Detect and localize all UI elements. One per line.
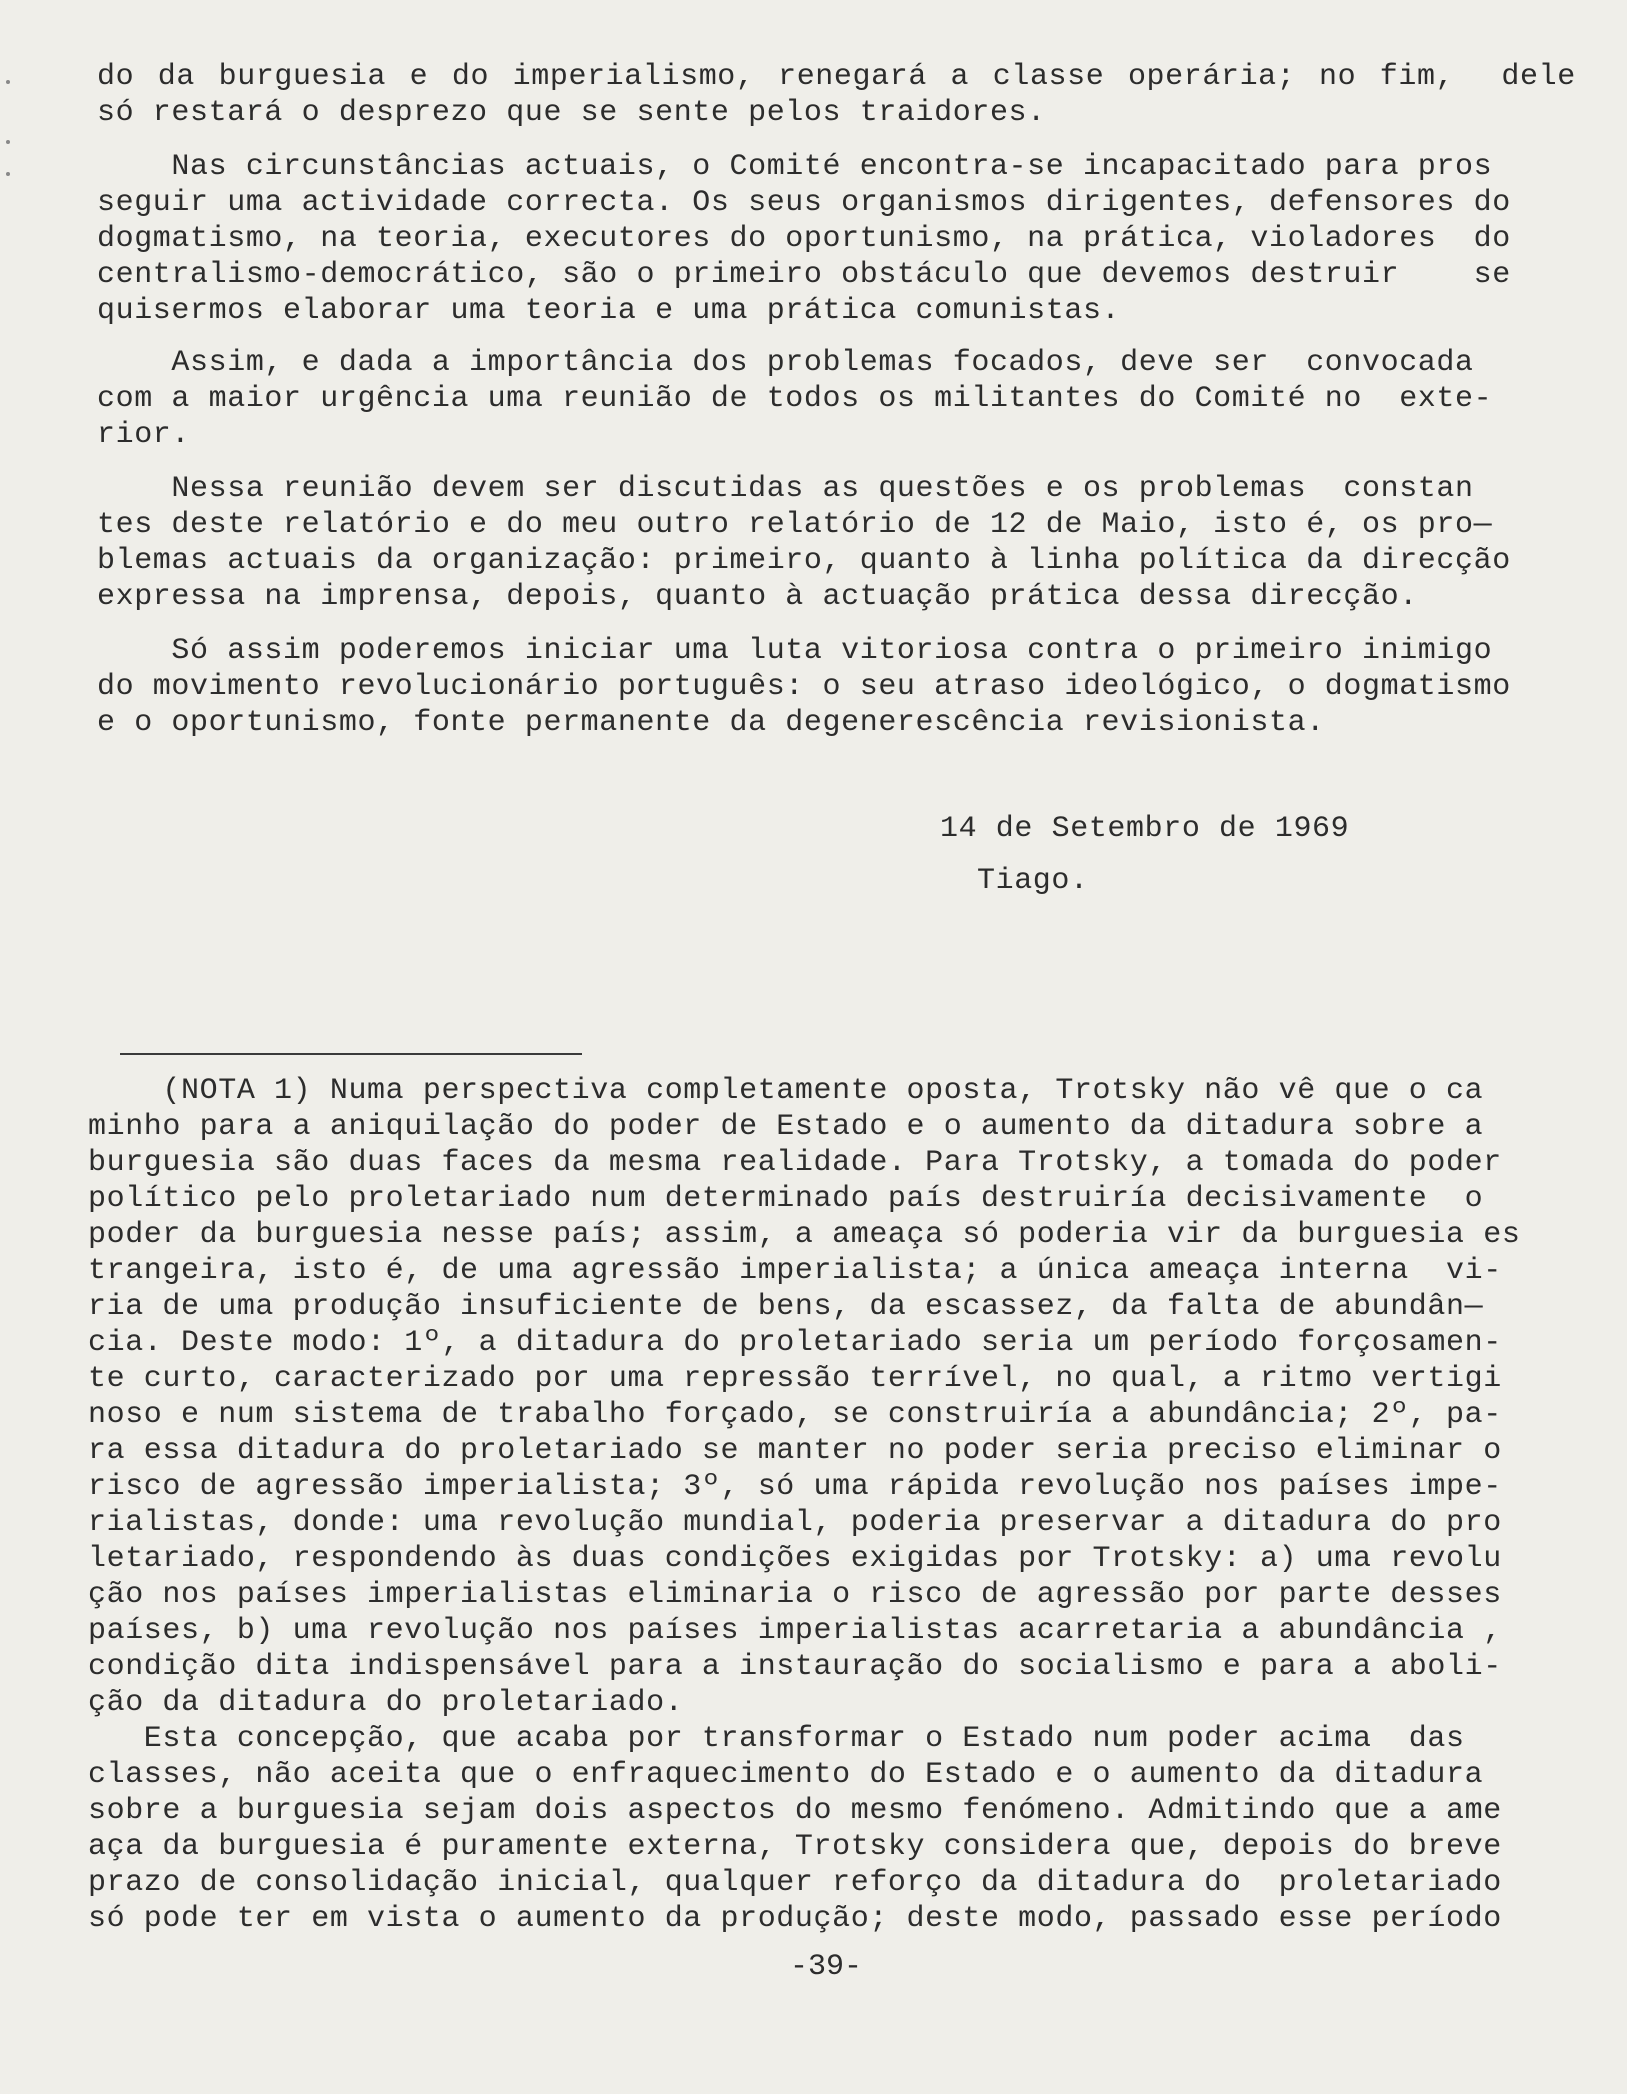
body-line: só restará o desprezo que se sente pelos traidores. bbox=[97, 96, 1046, 130]
note-line: minho para a aniquilação do poder de Estado e o aumento da ditadura sobre a bbox=[88, 1110, 1484, 1144]
body-line: tes deste relatório e do meu outro relatório de 12 de Maio, isto é, os pro— bbox=[97, 508, 1493, 542]
body-line: quisermos elaborar uma teoria e uma prática comunistas. bbox=[97, 294, 1121, 328]
note-line: sobre a burguesia sejam dois aspectos do mesmo fenómeno. Admitindo que a ame bbox=[88, 1794, 1502, 1828]
body-line: do da burguesia e do imperialismo, renegará a classe operária; no fim, dele bbox=[97, 60, 1576, 94]
note-line: ção da ditadura do proletariado. bbox=[88, 1686, 684, 1720]
note-line: letariado, respondendo às duas condições exigidas por Trotsky: a) uma revolu bbox=[88, 1542, 1502, 1576]
note-line: classes, não aceita que o enfraquecimento do Estado e o aumento da ditadura bbox=[88, 1758, 1484, 1792]
note-line: (NOTA 1) Numa perspectiva completamente oposta, Trotsky não vê que o ca bbox=[88, 1074, 1484, 1108]
body-line: seguir uma actividade correcta. Os seus organismos dirigentes, defensores do bbox=[97, 186, 1511, 220]
body-line: blemas actuais da organização: primeiro, quanto à linha política da direcção bbox=[97, 544, 1511, 578]
note-line: rialistas, donde: uma revolução mundial, poderia preservar a ditadura do pro bbox=[88, 1506, 1502, 1540]
note-line: te curto, caracterizado por uma repressão terrível, no qual, a ritmo vertigi bbox=[88, 1362, 1502, 1396]
note-line: condição dita indispensável para a instauração do socialismo e para a aboli- bbox=[88, 1650, 1502, 1684]
body-line: Só assim poderemos iniciar uma luta vitoriosa contra o primeiro inimigo bbox=[97, 634, 1493, 668]
note-line: burguesia são duas faces da mesma realidade. Para Trotsky, a tomada do poder bbox=[88, 1146, 1502, 1180]
note-line: ção nos países imperialistas eliminaria o risco de agressão por parte desses bbox=[88, 1578, 1502, 1612]
page-number: -39- bbox=[790, 1950, 863, 1984]
margin-mark bbox=[6, 140, 10, 144]
body-line: centralismo-democrático, são o primeiro obstáculo que devemos destruir se bbox=[97, 258, 1511, 292]
body-line: com a maior urgência uma reunião de todos os militantes do Comité no exte- bbox=[97, 382, 1493, 416]
body-line: do movimento revolucionário português: o seu atraso ideológico, o dogmatismo bbox=[97, 670, 1511, 704]
note-line: prazo de consolidação inicial, qualquer reforço da ditadura do proletariado bbox=[88, 1866, 1502, 1900]
body-line: expressa na imprensa, depois, quanto à actuação prática dessa direcção. bbox=[97, 580, 1418, 614]
note-line: só pode ter em vista o aumento da produção; deste modo, passado esse período bbox=[88, 1902, 1502, 1936]
note-line: ra essa ditadura do proletariado se manter no poder seria preciso eliminar o bbox=[88, 1434, 1502, 1468]
body-line: Nessa reunião devem ser discutidas as questões e os problemas constan bbox=[97, 472, 1474, 506]
body-line: Nas circunstâncias actuais, o Comité encontra-se incapacitado para pros bbox=[97, 150, 1493, 184]
note-line: países, b) uma revolução nos países imperialistas acarretaria a abundância , bbox=[88, 1614, 1502, 1648]
note-line: ria de uma produção insuficiente de bens, da escassez, da falta de abundân— bbox=[88, 1290, 1484, 1324]
signature-name: Tiago. bbox=[977, 864, 1089, 898]
note-line: risco de agressão imperialista; 3º, só uma rápida revolução nos países impe- bbox=[88, 1470, 1502, 1504]
body-line: dogmatismo, na teoria, executores do oportunismo, na prática, violadores do bbox=[97, 222, 1511, 256]
margin-mark bbox=[6, 80, 10, 84]
margin-mark bbox=[6, 172, 10, 176]
signature-date: 14 de Setembro de 1969 bbox=[940, 812, 1350, 846]
body-line: Assim, e dada a importância dos problemas focados, deve ser convocada bbox=[97, 346, 1474, 380]
footnote-divider bbox=[120, 1053, 582, 1055]
note-line: aça da burguesia é puramente externa, Trotsky considera que, depois do breve bbox=[88, 1830, 1502, 1864]
body-line: rior. bbox=[97, 418, 191, 452]
note-line: poder da burguesia nesse país; assim, a ameaça só poderia vir da burguesia es bbox=[88, 1218, 1521, 1252]
note-line: cia. Deste modo: 1º, a ditadura do proletariado seria um período forçosamen- bbox=[88, 1326, 1502, 1360]
note-line: político pelo proletariado num determinado país destruiría decisivamente o bbox=[88, 1182, 1484, 1216]
note-line: noso e num sistema de trabalho forçado, se construiría a abundância; 2º, pa- bbox=[88, 1398, 1502, 1432]
note-line: trangeira, isto é, de uma agressão imperialista; a única ameaça interna vi- bbox=[88, 1254, 1502, 1288]
note-line: Esta concepção, que acaba por transformar o Estado num poder acima das bbox=[88, 1722, 1465, 1756]
body-line: e o oportunismo, fonte permanente da degenerescência revisionista. bbox=[97, 706, 1325, 740]
